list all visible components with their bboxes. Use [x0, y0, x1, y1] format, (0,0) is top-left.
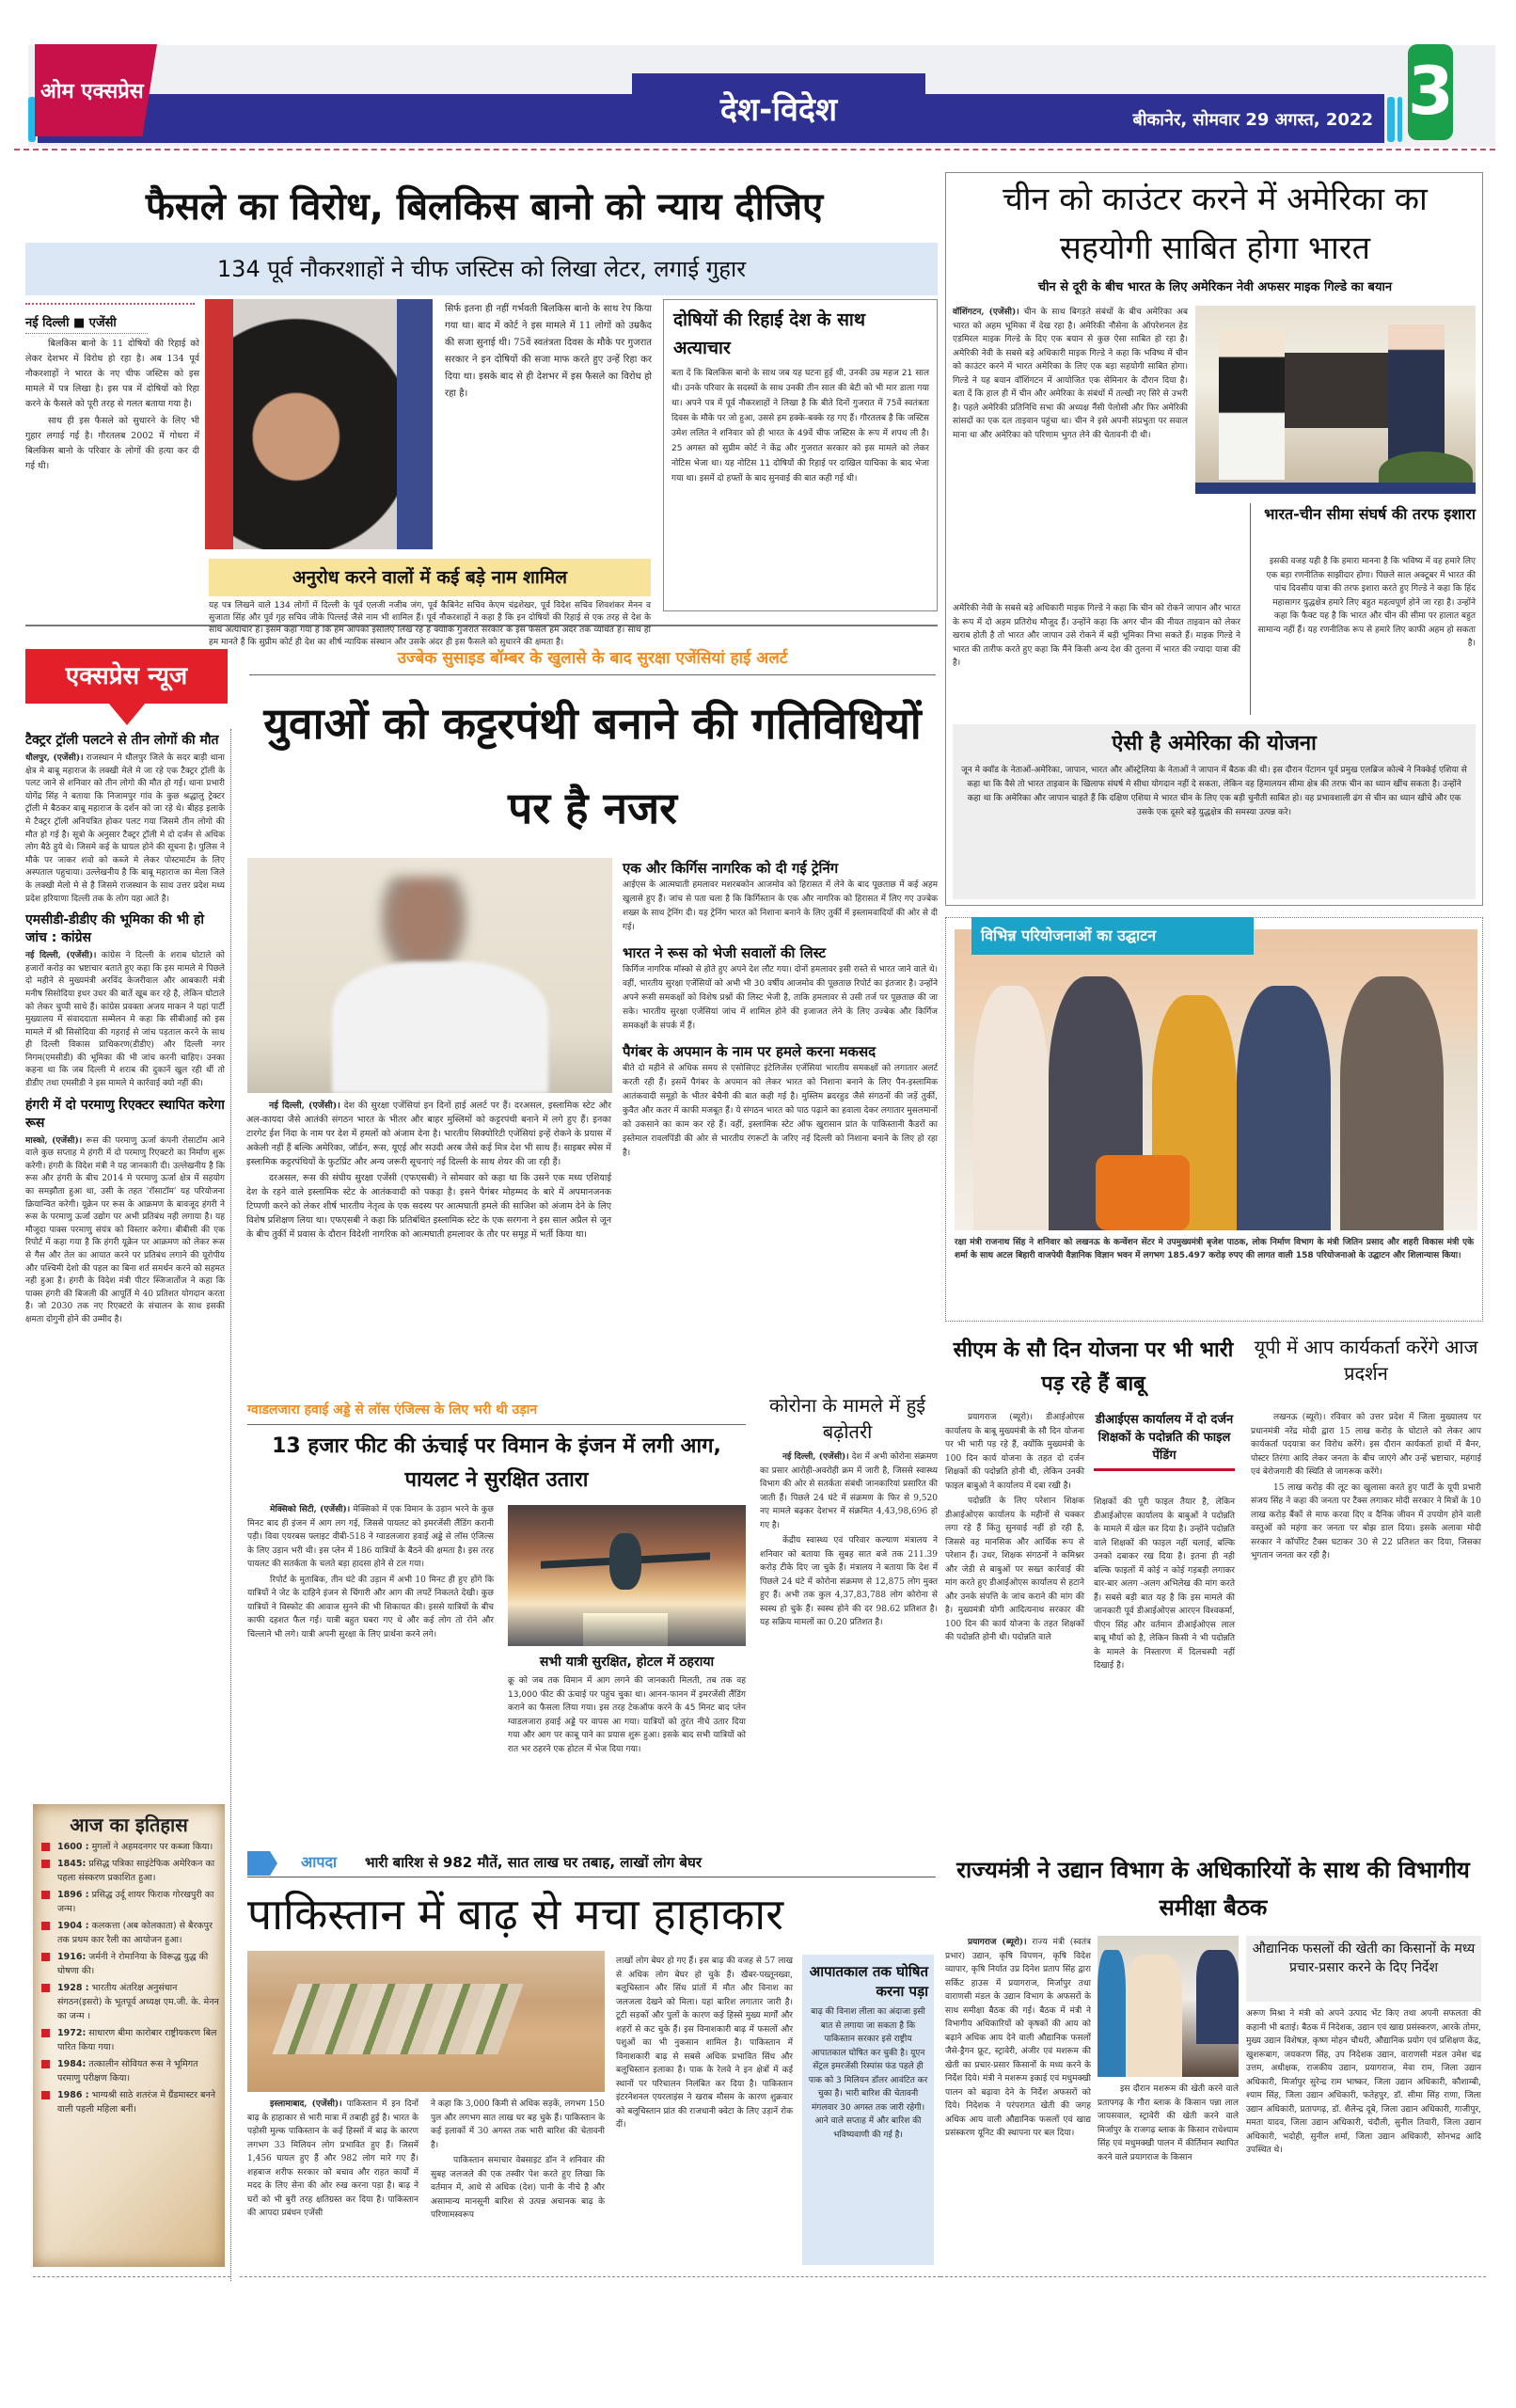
newspaper-logo	[35, 44, 176, 136]
history-list	[39, 1840, 219, 2116]
express-item-heading: हंगरी में दो परमाणु रिएक्टर स्थापित करेगा रूस	[25, 1097, 225, 1131]
radical-photo	[247, 858, 612, 1093]
dateline-header: बीकानेर, सोमवार 29 अगस्त, 2022	[1132, 110, 1373, 130]
history-text: मुगलों ने अहमदनगर पर कब्जा किया।	[91, 1842, 213, 1852]
section-title: देश-विदेश	[719, 91, 838, 129]
photo-carpet	[1195, 483, 1476, 494]
history-box	[33, 1804, 225, 2267]
red-square-bullet-icon	[41, 2091, 50, 2099]
history-title: आज का इतिहास	[70, 1814, 188, 1836]
bilkis-col1-p1: बिलकिस बानो के 11 दोषियों की रिहाई को लेकर देशभर में विरोध हो रहा है। अब 134 पूर्व नौकरशाहों ने भारत के नए चीफ जस्टिस को इस मामले में पत्र लिखा है। इस पत्र में दोषियों को रिहा करने के फैसले को पूरी तरह से गलत बताया गया है।	[25, 339, 199, 409]
photo-person-left	[1219, 329, 1285, 480]
pakistan-col2a: ने कहा कि 3,000 किमी से अधिक सड़कें, लगभग 150 पुल और लगभग सात लाख घर बह चुके हैं। पाकिस्तान के कई इलाकों में 30 अगस्त तक भारी बारिश की चेतावनी है।	[431, 2099, 605, 2150]
china-subheadline: चीन से दूरी के बीच भारत के लिए अमेरिकन नेवी अफसर माइक गिल्डे का बयान	[1037, 280, 1393, 294]
history-item	[39, 1857, 219, 1885]
china-side-heading: भारत-चीन सीमा संघर्ष की तरफ इशारा	[1264, 505, 1476, 523]
radical-body1: देश की सुरक्षा एजेंसियां इन दिनों हाई अलर्ट पर हैं। दरअसल, इस्लामिक स्टेट और अल-कायदा जैसे आतंकी संगठन भारत के भीतर और बाहर मुस्लिमों को कट्टरपंथी बनाने में लगे हुए हैं। इनका टारगेट ईश निंदा के नाम पर देश में हमलों को अंजाम देना है। भारतीय सिक्योरिटी एजेंसियां इन्हें रोकने के प्रयास में अकेली नहीं हैं बल्कि अमेरिका, जॉर्डन, रूस, यूएई और सउदी अरब जैसे कई मित्र देश भी साथ हैं। साइबर स्पेस में इस्लामिक कट्टरपंथियों के फुटप्रिंट और अन्य जरूरी सूचनाएं नई दिल्ली के साथ शेयर की जा रही हैं।	[246, 1101, 611, 1167]
china-body1-top	[953, 306, 1188, 442]
masthead-edge-right	[1387, 97, 1395, 142]
aap-headline: यूपी में आप कार्यकर्ता करेंगे आज प्रदर्शन	[1254, 1336, 1478, 1385]
corona-body	[760, 1450, 938, 1632]
aap-body	[1251, 1411, 1481, 1565]
horti-body1: राज्य मंत्री (स्वतंत्र प्रभार) उद्यान, कृषि विपणन, कृषि विदेश व्यापार, कृषि निर्यात उप्र दिनेश प्रताप सिंह द्वारा सर्किट हाउस में प्रयागराज, मिर्जापुर तथा वाराणसी मंडल के उद्यान विभाग के अफसरों के साथ समीक्षा बैठक की गई। बैठक में मंत्री ने विभागीय अधिकारियों को कृषकों की आय को बढ़ाने अधिक आय देने वाली औद्यानिक फसलों जैसे-ड्रैगन फ्रूट, स्ट्रावेरी, अंजीर एवं मशरूम की खेती का प्रचार-प्रसार किसानों के मध्य करने के निर्देश दिये। मंत्री ने मशरूम इकाई एवं मधुमक्खी पालन को बढ़ावा देने के निर्देश अफसरों को दिये। निदेशक ने परंपरागत खेती की जगह अधिक आय वाली औद्यानिक फसलों एवं खाद्य प्रसंस्करण यूनिट की स्थापना पर बल दिया।	[945, 1938, 1091, 2138]
history-year: 1845:	[57, 1859, 87, 1869]
history-year: 1916:	[57, 1952, 87, 1962]
projects-label: विभिन्न परियोजनाओं का उद्घाटन	[971, 917, 1254, 955]
express-item-heading: एमसीडी-डीडीए की भूमिका की भी हो जांच : कांग्रेस	[25, 912, 204, 946]
bilkis-names-text: यह पत्र लिखने वाले 134 लोगों में दिल्ली के पूर्व एलजी नजीब जंग, पूर्व कैबिनेट सचिव केएम चंद्रशेखर, पूर्व विदेश सचिव शिवशंकर मेनन व सुजाता सिंह और पूर्व गृह सचिव जीके पिल्लई जैसे नाम भी शामिल हैं। पूर्व नौकरशाहों ने कहा है कि इन दोषियों की रिहाई से एक तरह से देश के साथ अत्याचार है। इसमें कहा गया है कि हम आपको इसलिए लिख रहे हैं क्योंकि गुजरात सरकार के इस फैसले हम अंदर तक व्यथित हैं। साथ ही हम मानते हैं कि सुप्रीम कोर्ट ही देश का शीर्ष न्यायिक संस्थान और उसके अंदर ही इस फैसले को सुधारने की क्षमता है।	[209, 601, 651, 647]
logo-text: ओम एक्सप्रेस	[40, 80, 144, 103]
history-text: कलकत्ता (अब कोलकाता) से बैरकपुर तक प्रथम कार रैली का आयोजन हुआ।	[57, 1921, 213, 1945]
express-column-divider	[230, 729, 231, 2281]
corona-dateline: नई दिल्ली, (एजेंसी)।	[782, 1452, 849, 1462]
red-square-bullet-icon	[41, 1891, 50, 1899]
photo-backdrop-red	[205, 299, 233, 549]
radical-sub-heading: पैगंबर के अपमान के नाम पर हमले करना मकसद	[623, 1043, 876, 1060]
history-text: भाग्यश्री साठे शतरंज मे ग्रैंडमास्टर बनने वाली पहली महिला बनीं।	[57, 2090, 215, 2115]
express-news-arrow	[108, 703, 146, 725]
bilkis-subheadline: 134 पूर्व नौकरशाहों ने चीफ जस्टिस को लिखा लेटर, लगाई गुहार	[216, 256, 747, 282]
horti-headline: राज्यमंत्री ने उद्यान विभाग के अधिकारियों के साथ की विभागीय समीक्षा बैठक	[956, 1857, 1470, 1921]
masthead-edge-right-thin	[1398, 97, 1402, 142]
photo-person-4	[1237, 986, 1331, 1230]
history-item	[39, 1888, 219, 1916]
plane-body1: मेक्सिको में एक विमान के उड़ान भरने के कुछ मिनट बाद ही इंजन में आग लग गई, जिससे पायलट को इमरजेंसी लैंडिंग करानी पड़ी। विवा एयरबस फ्लाइट वीबी-518 ने ग्वाडलजारा हवाई अड्डे से लॉस एंजिल्स के लिए उड़ान भरी थी। इस प्लेन में 186 यात्रियों के बैठने की क्षमता है। इस तरह पायलट की सतर्कता के चलते बड़ा हादसा होने से टल गया।	[247, 1505, 494, 1569]
china-photo	[1195, 306, 1476, 494]
horti-side-heading: औद्यानिक फसलों की खेती का किसानों के मध्य प्रचार-प्रसार करने के दिए निर्देश	[1252, 1941, 1476, 1975]
pakistan-side-box	[802, 1955, 934, 2265]
red-square-bullet-icon	[41, 2060, 50, 2068]
bilkis-names-heading: अनुरोध करने वालों में कई बड़े नाम शामिल	[292, 567, 568, 588]
china-plan-heading: ऐसी है अमेरिका की योजना	[1112, 732, 1317, 755]
bilkis-dateline: नई दिल्ली ■ एजेंसी	[25, 316, 117, 330]
history-bottom-rule	[33, 2276, 230, 2277]
radical-sub-heading: भारत ने रूस को भेजी सवालों की लिस्ट	[623, 944, 827, 961]
bilkis-bottom-rule	[25, 625, 938, 626]
radical-body	[246, 1099, 611, 1244]
corona-body1: देश में अभी कोरोना संक्रमण का प्रसार आरोही-अवरोही क्रम में जारी है, जिससे स्वास्थ्य विभाग की ओर से सतर्कता संबंधी जानकारियां प्रसारित की जाती हैं। पिछले 24 घंटे में संक्रमण के फिर से 9,520 नए मामले बढ़कर देशभर में संक्रमित 4,43,98,696 हो गए है।	[760, 1452, 938, 1530]
express-item	[25, 732, 225, 906]
horti-side-text: अरूण मिश्रा ने मंत्री को अपने उत्पाद भेंट किए तथा अपनी सफलता की कहानी भी बताई। बैठक में निदेशक, उद्यान एवं खाद्य प्रसंस्करण, आरके तोमर, मुख्य उद्यान विशेषज्ञ, कृष्ण मोहन चौधरी, औद्यानिक प्रयोग एवं प्रशिक्षण केंद्र, खुशरूबाग, जयकरण सिंह, उप निदेशक उद्यान, वाराणसी मंडल उमेश चंद्र उत्तम, अधीक्षक, राजकीय उद्यान, प्रयागराज, मेवा राम, जिला उद्यान अधिकारी, मिर्जापुर सुरेन्द्र राम भाष्कर, जिला उद्यान अधिकारी, कौशाम्बी, श्याम सिंह, जिला उद्यान अधिकारी, फतेहपुर, डॉ. सीमा सिंह राणा, जिला उद्यान अधिकारी, प्रतापगढ़, डॉ. शैलेन्द्र दूबे, जिला उद्यान अधिकारी, गाजीपुर, ममता यादव, जिला उद्यान अधिकारी, चंदौली, सुनील तिवारी, जिला उद्यान अधिकारी, भदोही, सुनील शर्मा, जिला उद्यान अधिकारी, सोनभद्र आदि उपस्थित थे।	[1246, 2009, 1481, 2155]
red-square-bullet-icon	[41, 1922, 50, 1930]
photo-person-right	[1388, 325, 1445, 461]
express-item-text: मास्को, (एजेंसी)। रूस की परमाणु ऊर्जा कंपनी रोसाटॉम आने वाले कुछ सप्ताह मे हंगरी में दो परमाणु रिएक्टरो का निर्माण शुरू करेगी। हंगरी के विदेश मंत्री ने यह जानकारी दी। उल्लेखनीय है कि रूस और हंगरी के बीच 2014 मे परमाणु ऊर्जा क्षेत्र में सहयोग का समझौता हुआ था, उसी के तहत 'रॉसाटॉम' यह परियोजना क्रियान्वित करेगी। यूक्रेन पर रूस के आक्रमण के बावजूद हंगरी ने रूस के परमाणु ऊर्जा उद्योग पर अभी प्रतिबंध नही लगाया है। यह मौजूदा पाक्स परमाणु संयंत्र को विस्तार करेगा। बीबीसी की एक रिपोर्ट में कहा गया है कि हंगरी यूक्रेन पर आक्रमण को लेकर रूस से गैस और तेल का आयात करने पर प्रतिबंध लगाने की यूरोपीय और पश्चिमी देशो की पहल का बिना शर्त समर्थन करने को सहमत नही हुआ है। हंगरी के विदेश मंत्री पीटर स्जिजार्तोज ने कहा कि पाक्स हंगरी की बिजली की आपूर्ति मे 40 प्रतिशत योगदान करता है। जो 2030 तक नए रिएक्टरो के संचालन के साथ इसकी क्षमता दोगुनी होने की उम्मीद है।	[25, 1135, 225, 1324]
china-side-text: इसकी वजह यही है कि हमारा मानना है कि भविष्य में वह हमारे लिए एक बड़ा रणनीतिक साझीदार होगा। पिछले साल अक्टूबर में भारत की पांच दिवसीय यात्रा की तरफ इशारा करते हुए गिल्डे ने कहा कि हिंद महासागर युद्धक्षेत्र हमारे लिए बहुत महत्वपूर्ण होने जा रहा है। उन्होंने कहा कि फैक्ट यह है कि भारत और चीन की सीमा पर हालात बहुत सामान्य नहीं हैं। यह रणनीतिक रूप से हमारे लिए काफी अहम हो सकता है।	[1257, 557, 1476, 648]
history-item	[39, 1950, 219, 1978]
express-news-list	[25, 732, 225, 1795]
plane-body2: रिपोर्ट के मुताबिक, तीन घंटे की उड़ान में अभी 10 मिनट ही हुए होंगे कि यात्रियों ने जेट के दाहिने इंजन से चिंगारी और आग की लपटें निकलते देखी। कुछ यात्रियों ने विस्फोट की आवाज सुनने की भी शिकायत की। इससे यात्रियों के बीच काफी दहशत फैल गई। यात्री बहुत घबरा गए थे और कई लोग तो रोने और चिल्लाने भी लगे। यात्री अपनी सुरक्षा के लिए प्रार्थना करने लगे।	[247, 1575, 494, 1640]
photo-backdrop-blue	[397, 299, 433, 549]
plane-dateline: मेक्सिको सिटी, (एजेंसी)।	[270, 1505, 351, 1514]
photo-person-check	[1196, 1950, 1239, 2044]
china-dateline: वॉशिंगटन, (एजेंसी)।	[953, 308, 1019, 317]
plane-kicker: ग्वाडलजारा हवाई अड्डे से लॉस एंजिल्स के लिए भरी थी उड़ान	[247, 1396, 746, 1425]
aap-dateline: लखनऊ (ब्यूरो)।	[1273, 1413, 1326, 1422]
china-body2: अमेरिकी नेवी के सबसे बड़े अधिकारी माइक गिल्डे ने कहा कि चीन को रोकने जापान और भारत के रूप में दो अहम प्रतिरोध मौजूद हैं। उन्होंने कहा कि अगर चीन की नीयत ताइवान को लेकर खराब होती है तो भारत और जापान उसे रोकने में बड़ी भूमिका निभा सकते हैं। माइक गिल्डे ने भारत की तारीफ करते हुए कहा कि मैंने किसी अन्य देश की तुलना में भारत की ज्यादा यात्रा की है।	[953, 604, 1240, 668]
plane-photo	[508, 1505, 746, 1646]
section-title-block	[632, 73, 925, 143]
horti-side-box	[1246, 1936, 1481, 2002]
bilkis-side-text: बता दें कि बिलकिस बानो के साथ जब यह घटना हुई थी, उनकी उम्र महज 21 साल थी। उनके परिवार के सदस्यों के साथ उनकी तीन साल की बेटी को भी मार डाला गया था। अपने पत्र में पूर्व नौकरशाहों ने लिखा है कि बीते दिनों गुजरात में 75वें स्वतंत्रता दिवस के मौके पर जो हुआ, उससे हम हक्के-बक्के रह गए हैं। गौरतलब है कि जस्टिस उमेश ललित ने शनिवार को ही भारत के 49वें चीफ जस्टिस के रूप में शपथ ली है। 25 अगस्त को सुप्रीम कोर्ट ने केंद्र और गुजरात सरकार को इस मामले को लेकर नोटिस भेजा था। यह नोटिस 11 दोषियों की रिहाई पर दाखिल याचिका के बाद भेजा गया था। इसमें दो हफ्तों के बाद सुनवाई की बात कही गई थी।	[671, 369, 929, 483]
horti-body-bottom	[1098, 2083, 1239, 2166]
history-item	[39, 1919, 219, 1947]
express-item-heading: टैक्ट्रर ट्रॉली पलटने से तीन लोगों की मौत	[25, 733, 219, 748]
history-text: भारतीय अंतरिक्ष अनुसंधान संगठन(इसरो) के भूतपूर्व अध्यक्ष एम.जी. के. मेनन का जन्म ।	[57, 1983, 219, 2021]
history-item	[39, 2088, 219, 2116]
express-news-tag: एक्सप्रेस न्यूज	[25, 649, 228, 704]
history-text: प्रसिद्ध उर्दू शायर फिराक गोरखपुरी का जन्म।	[57, 1890, 214, 1914]
red-square-bullet-icon	[41, 1843, 50, 1851]
plane-side-text: क्रू को जब तक विमान में आग लगने की जानकारी मिलती, तब तक वह 13,000 फीट की ऊंचाई पर पहुंच चुका था। आनन-फानन में इमरजेंसी लैंडिंग कराने का फैसला लिया गया। इस तरह टेकऑफ करने के 45 मिनट बाद प्लेन ग्वाडलजारा हवाई अड्डे पर वापस आ गया। यात्रियों को तुरंत नीचे उतार दिया गया और आग पर काबू पाने का प्रयास शुरू हुआ। इसके बाद सभी यात्रियों को रात भर ठहरने एक होटल में भेज दिया गया।	[508, 1676, 746, 1754]
projects-photo	[955, 929, 1477, 1230]
bilkis-headline: फैसले का विरोध, बिलकिस बानो को न्याय दीजिए	[145, 185, 824, 229]
photo-fireplace	[1285, 353, 1388, 428]
history-item	[39, 2057, 219, 2085]
bilkis-col1-p2: साथ ही इस फैसले को सुधारने के लिए भी गुहार लगाई गई है। गौरतलब 2002 में गोधरा में बिलकिस बानो के परिवार के लोगों की हत्या कर दी गई थी।	[25, 416, 199, 471]
photo-marigold-plaque	[1096, 1155, 1190, 1230]
bilkis-col1	[25, 337, 199, 476]
history-year: 1600 :	[57, 1842, 89, 1852]
express-item-text: धौलपुर, (एजेंसी)। राजस्थान मे धौलपुर जिले के सदर बाड़ी थाना क्षेत्र मे बाबू महाराज के लक्खी मेले मे जा रहे एक टैक्ट्रर ट्रॉली के पलट जाने से शनिवार को तीन लोगो की मौत हो गई। थाना प्रभारी योगेंद्र सिंह ने बताया कि निजामपुर गांव के कुछ श्रद्धालु ट्रेक्टर ट्रॉली मे बैठकर बाबू महाराज के दर्शन को जा रहे थे। बीहड़ इलाके मे टैक्ट्रर ट्रॉली अनियंत्रित होकर पलट गया जिसमे तीन लोगो की मौत हो गई है। सूत्रो के अनुसार टैक्ट्रर ट्रॉली मे दो दर्जन से अधिक लोग बैठे हुये थे। जिसमे कई के घायल होने की सूचना है। पुलिस ने मौके पर जाकर शवो को कब्जे मे लेकर पोस्टमार्टम के लिए अस्पताल पहुचाया। उल्लेखनीय है कि बाबू महाराज का मेला जिले के लक्खी मेलो मे से है जिसमे राजस्थान के साथ उत्तर प्रदेश मध्य प्रदेश हरियाणा दिल्ली तक के लोग यहा आते है।	[25, 753, 225, 904]
horti-dateline: प्रयागराज (ब्यूरो)।	[968, 1938, 1027, 1947]
photo-plane-body	[609, 1533, 641, 1590]
history-item	[39, 1840, 219, 1854]
pakistan-col1-text: पाकिस्तान में इन दिनों बाढ़ के हाहाकार से भारी मात्रा में तबाही हुई है। भारत के पड़ोसी मुल्क पाकिस्तान के कई हिस्सों में बाढ़ के कारण लगभग 33 मिलियन लोग प्रभावित हुए हैं। जिसमें 1,456 घायल हुए हैं और 982 लोग मारे गए हैं। शहबाज शरीफ सरकार को बचाव और राहत कार्यों में मदद के लिए सेना की ओर रुख करना पड़ा है। बाढ़ ने घरों को भी बुरी तरह क्षतिग्रस्त कर दिया है। पाकिस्तान की आपदा प्रबंधन एजेंसी	[247, 2099, 418, 2218]
express-item-text: नई दिल्ली, (एजेंसी)। कांग्रेस ने दिल्ली के शराब घोटाले को हजारों करोड़ का भ्रष्टाचार बताते हुए कहा कि इस मामले मे पिछले दो महीने से मुख्यमंत्री अरविंद केजरीवाल और आबकारी मंत्री मनीष सिसोदिया इधर उधर की बातें खूब कर रहे है, लेकिन घोटाले को लेकर चुप्पी साधे हैं। कांग्रेस प्रवक्ता अजय माकन ने यहां पार्टी मुख्यालय में संवाददाता सम्मेलन मे कहा कि सीबीआई को इस मामले में श्री सिसोदिया की गहराई से जांच पड़ताल करने के साथ ही दिल्ली विकास प्राधिकरण(डीडीए) और दिल्ली नगर निगम(एमसीडी) की भूमिका की भी जांच करनी चाहिए। उनका कहना था कि जब दिल्ली मे शराब की दुकानें खुल रही थीं तो डीडीए तथा एमसीडी ने इस मामले मे कार्रवाई क्यो नहीं की।	[25, 951, 225, 1089]
radical-sub-heading: एक और किर्गिस नागरिक को दी गई ट्रेनिंग	[623, 860, 839, 877]
pakistan-tag: आपदा	[301, 1853, 338, 1871]
pakistan-side-text: बाढ़ की विनाश लीला का अंदाजा इसी बात से लगाया जा सकता है कि पाकिस्तान सरकार इसे राष्ट्रीय आपातकाल घोषित कर चुकी है। यूएन सेंट्रल इमरजेंसी रिस्पांस फंड पहले ही पाक को 3 मिलियन डॉलर आवंटित कर चुका है। भारी बारिश की चेतावनी मंगलवार 30 अगस्त तक जारी रहेगी। आने वाले सप्ताह में और बारिश की भविष्यवाणी की गई है।	[808, 2007, 928, 2140]
aap-body1: रविवार को उत्तर प्रदेश में जिला मुख्यालय पर प्रधानमंत्री नरेंद्र मोदी द्वारा 15 लाख करोड़ के घोटाले को लेकर आप कार्यकर्ता पदयात्रा कर विरोध करेंगे। इस दौरान कार्यकर्ता हाथों में बैनर, पोस्टर तिरंगा आदि लेकर जनता के बीच जाएंगे और उन्हें भ्रष्टाचार, महंगाई एवं बेरोजगारी की स्थिति से जागरूक करेंगे।	[1251, 1413, 1481, 1477]
photo-runway	[583, 1613, 668, 1646]
radical-subsections	[623, 858, 938, 1161]
pakistan-dateline: इस्लामाबाद, (एजेंसी)।	[270, 2099, 342, 2109]
history-text: तत्कालीन सोवियत रूस ने भूमिगत परमाणु परीक्षण किया।	[57, 2059, 198, 2083]
bilkis-names-band	[209, 559, 651, 596]
bilkis-col2: सिर्फ इतना ही नहीं गर्भवती बिलकिस बानो के साथ रेप किया गया था। बाद में कोर्ट ने इस मामले में 11 लोगों को उम्रकैद की सजा सुनाई थी। 75वें स्वतंत्रता दिवस के मौके पर गुजरात सरकार ने इन दोषियों की सजा माफ करते हुए उन्हें रिहा कर दिया था। इसके बाद से ही देशभर में इस फैसले का विरोध हो रहा है।	[445, 304, 652, 399]
bilkis-subheadline-band	[25, 243, 938, 295]
masthead-divider	[14, 149, 1495, 150]
history-item	[39, 2026, 219, 2054]
horti-body-top	[945, 1936, 1091, 2143]
history-year: 1928 :	[57, 1983, 89, 1993]
aap-body2: 15 लाख करोड़ की लूट का खुलासा करते हुए पार्टी के यूपी प्रभारी संजय सिंह ने कहा की जनता पर टैक्स लगाकर मोदी सरकार ने मित्रों के 10 लाख करोड़ बैंकों से माफ करवा दिए व दैनिक जीवन में उपयोग होने वाली वस्तुओं को महंगा कर जनता पर बोझ डाल दिया। इसके अलावा मोदी सरकार ने कॉर्पोरेट टैक्स घटाकर 30 से 22 प्रतिशत कर दिया, जिसका भुगतान जनता कर रही है।	[1251, 1482, 1481, 1560]
radical-sub-text: बीते दो महीने से अधिक समय से एसोसिएट इंटेलिजेंस एजेंसियां भारतीय समकक्षों को लगातार अलर्ट करती रही हैं। इसमें पैगंबर के अपमान को लेकर भारत को निशाना बनाने के लिए पैन-इस्लामिक आतंकवादी समूहो के भीतर बेचैनी की बात कही गई है। मुस्लिम ब्रदरहुड जैसे संगठनों की जड़ें तुर्की, कुवैत और कतर में काफी मजबूत हैं। ये संगठन भारत को पाठ पढ़ाने का हवाला देकर लगातार मुसलमानों को उकसाने का काम कर रहे हैं। वहीं, इस्लामिक स्टेट ऑफ खुरासान प्रांत के पाकिस्तानी कैडरों का इस्तेमाल रावलपिंडी की ओर से भारतीय रंगरूटों के जरिए नई दिल्ली को निशाना बनाने के लिए हो रहा है।	[623, 1064, 938, 1158]
history-year: 1986 :	[57, 2090, 89, 2100]
express-item	[25, 1097, 225, 1327]
babu-side-text: शिक्षकों की पूरी फाइल तैयार है, लेकिन डीआईओएस कार्यालय के बाबुओं ने पदोन्नति के मामले में खेल कर दिया है। उन्होंने पदोन्नति वाले शिक्षकों की फाइल नहीं चलाई, बल्कि उनको दबाकर रख दिया है। इतना ही नही बल्कि फाइलों में कोई न कोई गड़बड़ी लगाकर बार-बार अलग -अलग अभिलेख की मांग करते हैं। सबसे बड़ी बात यह है कि इस मामले की जानकारी पूर्व डीआईओएस आरएन विश्वकर्मा, पीएन सिंह और वर्तमान डीआईओएस लाल बाबू मौर्या को है, लेकिन किसी ने भी पदोन्नति के मामले के निस्तारण में दिलचस्पी नहीं दिखाई है।	[1094, 1497, 1235, 1671]
babu-body2: पदोन्नति के लिए परेशान शिक्षक डीआईओएस कार्यालय के महीनों से चक्कर लगा रहे हैं किंतु सुनवाई नहीं हो रही है, जिससे वह मानसिक और आर्थिक रूप से परेशान हैं। उधर, शिक्षक संगठनों ने कमिश्नर और जेडी से बाबुओं पर सख्त कार्रवाई की मांग करते हुए डीआईओएस कार्यालय से हटाने और उनके संपत्ति के जांच कराने की मांग की है। मुख्यमंत्री योगी आदित्यनाथ सरकार की 100 दिन की कार्य योजना के तहत शिक्षकों की पदोन्नति होनी थी। पदोन्नति वाले	[945, 1497, 1084, 1642]
history-year: 1984:	[57, 2059, 87, 2069]
express-item	[25, 911, 225, 1091]
bilkis-dotted-rule	[25, 303, 195, 305]
china-headline: चीन को काउंटर करने में अमेरिका का सहयोगी साबित होगा भारत	[1003, 181, 1428, 267]
photo-person-cream	[1126, 1955, 1182, 2077]
history-year: 1904 :	[57, 1921, 89, 1931]
horti-body2: इस दौरान मशरूम की खेती करने वाले प्रतापगढ़ के गौरा ब्लाक के किसान पन्ना लाल जायसवाल, स्ट्रावेरी की खेती करने वाले मिर्जापुर के राजगढ़ ब्लाक के किसान राधेश्याम सिंह एवं मधुमक्खी पालन में कीर्तिमान स्थापित करने वाले प्रयागराज के किसान	[1098, 2084, 1239, 2162]
history-text: प्रसिद्ध पत्रिका साइंटेफिक अमेरिकन का पहला संस्करण प्रकाशित हुआ।	[57, 1859, 215, 1883]
corona-headline: कोरोना के मामले में हुई बढ़ोतरी	[768, 1394, 926, 1443]
china-plan-text: जून मे क्वॉड के नेताओं-अमेरिका, जापान, भारत और ऑस्ट्रेलिया के नेताओं ने जापान में बैठक की थी। इस दौरान पेंटागन पूर्व प्रमुख एलब्रिज कोल्बे ने निक्केई एशिया से कहा था कि वैसे तो भारत ताइवान के खिलाफ संघर्ष मे सीधा योगदान नहीं दे सकता, लेकिन वह हिमालयन सीमा क्षेत्र की तरफ चीन का ध्यान खींच सकता है। उन्होंने कहा था कि अमेरिका और जापान चाहते हैं कि दक्षिण एशिया मे भारत चीन के लिए एक बड़ी चुनौती साबित हो। वह प्रभावशाली ढंग से चीन का ध्यान खीचे और एक उसके एक दूसरे बड़े युद्धक्षेत्र की समस्या उत्पन्न करे।	[961, 766, 1467, 817]
history-text: साधारण बीमा कारोबार राष्ट्रीयकरण बिल पारित किया गया।	[57, 2028, 217, 2052]
photo-person-1	[973, 986, 1049, 1230]
radical-headline: युवाओं को कट्टरपंथी बनाने की गतिविधियों पर है नजर	[263, 698, 922, 833]
plane-side-heading: सभी यात्री सुरक्षित, होटल में ठहराया	[539, 1655, 715, 1670]
babu-body1: डीआईओएस कार्यालय के बाबू मुख्यमंत्री के सौ दिन योजना पर भी भारी पड़ रहे हैं, क्योंकि मुख्यमंत्री के 100 दिन कार्य योजना के तहत दो दर्जन शिक्षकों की पदोन्नति होनी थी, लेकिन उनकी फाइल बाबुओ ने कार्यालय में दबा रखी है।	[945, 1413, 1084, 1491]
red-square-bullet-icon	[41, 1860, 50, 1868]
babu-dateline: प्रयागराज (ब्यूरो)।	[968, 1413, 1034, 1422]
bilkis-side-box	[663, 299, 938, 611]
photo-person-blue	[1098, 1950, 1126, 2077]
history-year: 1896 :	[57, 1890, 89, 1900]
red-square-bullet-icon	[41, 1984, 50, 1992]
history-text: जर्मनी ने रोमानिया के विरूद्ध युद्ध की घोषणा की।	[57, 1952, 209, 1976]
radical-kicker: उज्बेक सुसाइड बॉम्बर के खुलासे के बाद सुरक्षा एजेंसियां हाई अलर्ट	[249, 642, 936, 675]
horti-bottom-rule	[940, 2276, 1486, 2277]
red-square-bullet-icon	[41, 2029, 50, 2037]
bilkis-photo	[205, 299, 433, 549]
pakistan-col1	[247, 2098, 418, 2223]
corona-body2: केंद्रीय स्वास्थ्य एवं परिवार कल्याण मंत्रालय ने शनिवार को बताया कि सुबह सात बजे तक 211.39 करोड़ टीके दिए जा चुके हैं। मंत्रालय ने बताया कि देश में पिछले 24 घंटे में कोरोना संक्रमण से 12,875 लोग मुक्त हुए हैं। अभी तक कुल 4,37,83,788 लोग कोरोना से स्वस्थ हो चुके हैं। स्वस्थ होने की दर 98.62 प्रतिशत है। यह सक्रिय मामलों का 0.20 प्रतिशत है।	[760, 1536, 938, 1627]
radical-body2: दरअसल, रूस की संघीय सुरक्षा एजेंसी (एफएसबी) ने सोमवार को कहा था कि उसने एक मध्य एशियाई देश के रहने वाले इस्लामिक स्टेट के आतंकवादी को पकड़ा है। इसने पैगंबर मोहम्मद के बारे में अपमानजनक टिप्पणी करने को लेकर शीर्ष भारतीय नेतृत्व के एक सदस्य पर आत्मघाती हमले की साजिश को अंजाम देने के लिए विशेष प्रशिक्षण लिया था। एफएसबी ने कहा कि प्रतिबंधित इस्लामिक स्टेट के एक सरगना ने इस साल अप्रैल से जून के बीच तुर्की में प्रवास के दौरान विदेशी नागरिक को आत्मघाती हमलावर के तौर पर समूह में भर्ती किया था।	[246, 1173, 611, 1240]
plane-body	[247, 1503, 494, 1643]
pakistan-kicker: भारी बारिश से 982 मौतें, सात लाख घर तबाह, लाखों लोग बेघर	[365, 1854, 702, 1871]
babu-body	[945, 1411, 1084, 1647]
plane-headline: 13 हजार फीट की ऊंचाई पर विमान के इंजन में लगी आग, पायलट ने सुरक्षित उतारा	[272, 1434, 721, 1492]
bilkis-side-heading: दोषियों की रिहाई देश के साथ अत्याचार	[673, 309, 865, 358]
horti-photo	[1098, 1936, 1239, 2077]
radical-sub-text: आईएस के आत्मघाती हमलावर मशरबकोन आजमोव को हिरासत में लेने के बाद पूछताछ में कई अहम खुलासे हुए हैं। जांच से पता चला है कि किर्गिस्तान के एक और नागरिक को हिरासत में लिए गए उज्बेक शख्स के साथ ट्रेनिंग दी। यह ट्रेनिंग भारत को निशाना बनाने के लिए तुर्की में इस्लामवादियों की ओर से दी गई।	[623, 880, 938, 932]
photo-shirt	[332, 961, 548, 1093]
page-number-badge: 3	[1408, 44, 1453, 140]
pakistan-col3: लाखों लोग बेघर हो गए हैं। इस बाढ़ की वजह से 57 लाख से अधिक लोग बेघर हो चुके हैं। खैबर-पख्तूनख्वा, बलूचिस्तान और सिंध प्रांतों में मौत और विनाश का जलजला देखने को मिला। यहां बारिश लगातार जारी है। टूटी सड़कों और पुलों के कारण कई हिस्से मुख्य मार्गों और शहरों से कट चुके हैं। इस विनाशकारी बाढ़ में फसलों और पशुओं का भी नुकसान शामिल है। पाकिस्तान में विनाशकारी बाढ़ से सबसे अधिक प्रभावित सिंध और बलूचिस्तान इलाका है। पाक के रेलवे ने इन क्षेत्रों में कई स्थानों पर परिचालन निलंबित कर दिया है। पाकिस्तान इंटरनेशनल एयरलाइंस ने खराब मौसम के कारण शुक्रवार को बलूचिस्तान प्रांत की राजधानी क्वेटा के लिए उड़ानें रोक दीं।	[616, 1956, 793, 2130]
pakistan-flood-photo	[247, 1951, 605, 2092]
history-year: 1972:	[57, 2028, 87, 2038]
pakistan-headline: पाकिस्तान में बाढ़ से मचा हाहाकार	[247, 1889, 784, 1940]
photo-person-5	[1340, 976, 1444, 1230]
pakistan-side-heading: आपातकाल तक घोषित करना पड़ा	[809, 1963, 928, 2000]
radical-sub-text: किर्गिज नागरिक मॉस्को से होते हुए अपने देश लौट गया। दोनों हमलावर इसी रास्ते से भारत जाने वाले थे। वहीं, भारतीय सुरक्षा एजेंसियों को अभी भी 30 वर्षीय आजमोव की पूछताछ रिपोर्ट का इंतजार है। उन्होंने अपने रूसी समकक्षों को विशेष प्रश्नों की लिस्ट भेजी है, ताकि हमलावर से उसी तर्ज पर पूछताछ की जा सके। भारतीय सुरक्षा एजेंसियां जांच में शामिल होने की इजाजत लेने के लिए उज्बेक और किर्गिज समकक्षों के संपर्क में हैं।	[623, 965, 939, 1031]
aapda-flag-icon	[247, 1851, 277, 1876]
history-item	[39, 1981, 219, 2023]
pakistan-col2	[431, 2098, 605, 2225]
photo-village	[272, 1984, 523, 2054]
pakistan-col2b: पाकिस्तान समाचार वेबसाइट डॉन ने शनिवार की सुबह जलजले की एक तस्वीर पेश करते हुए लिखा कि वर्तमान में, आधे से अधिक (देश) पानी के नीचे है और असामान्य मानसूनी बारिश से उत्पन्न अचानक बाढ़ के परिणामस्वरूप	[431, 2156, 605, 2220]
babu-side-heading: डीआईएस कार्यालय में दो दर्जन शिक्षकों के पदोन्नति की फाइल पेंडिंग	[1094, 1411, 1235, 1471]
red-square-bullet-icon	[41, 1953, 50, 1961]
pakistan-bottom-rule	[240, 2276, 940, 2277]
projects-caption: रक्षा मंत्री राजनाथ सिंह ने शनिवार को लखनऊ के कन्वेंशन सेंटर मे उपमुख्यमंत्री बृजेश पाठक, लोक निर्माण विभाग के मंत्री जितिन प्रसाद और शहरी विकास मंत्री एके शर्मा के साथ अटल बिहारी वाजपेयी वैज्ञानिक विज्ञान भवन में लगभग 185.497 करोड़ रुपए की लागत वाली 158 परियोजनाओ के उद्घाटन और शिलान्यास किया।	[955, 1238, 1474, 1260]
babu-headline: सीएम के सौ दिन योजना पर भी भारी पड़ रहे हैं बाबू	[953, 1339, 1234, 1396]
china-inner-divider	[1250, 503, 1251, 715]
radical-dateline: नई दिल्ली, (एजेंसी)।	[269, 1101, 340, 1111]
bilkis-dateline-rule	[25, 333, 148, 334]
china-body1: चीन के साथ बिगड़ते संबंधों के बीच अमेरिका अब भारत को अहम भूमिका में देख रहा है। अमेरिकी नौसेना के ऑपरेशनल हेड एडमिरल माइक गिल्डे के दिए एक बयान से कुछ ऐसा साबित हो रहा है। अमेरिकी नेवी के सबसे बड़े अधिकारी माइक गिल्डे ने कहा कि भविष्य में चीन को काउंटर करने में भारत अमेरिका के लिए एक बड़ा सहयोगी साबित होगा। गिल्डे ने यह बयान वॉशिंगटन में आयोजित एक सेमिनार के दौरान दिया है। बता दें कि हाल ही में चीन और अमेरिका के संबंधों में तल्खी नए सिरे से उभरी है। पहले अमेरिकी प्रतिनिधि सभा की अध्यक्ष नैंसी पेलोसी और फिर अमेरिकी सांसदों का एक दल ताइवान पहुंचा था। चीन ने इसे अपनी संप्रभुता पर सवाल माना था और अमेरिका को परिणाम भुगत लेने की चेतावनी दी थी।	[953, 308, 1188, 440]
